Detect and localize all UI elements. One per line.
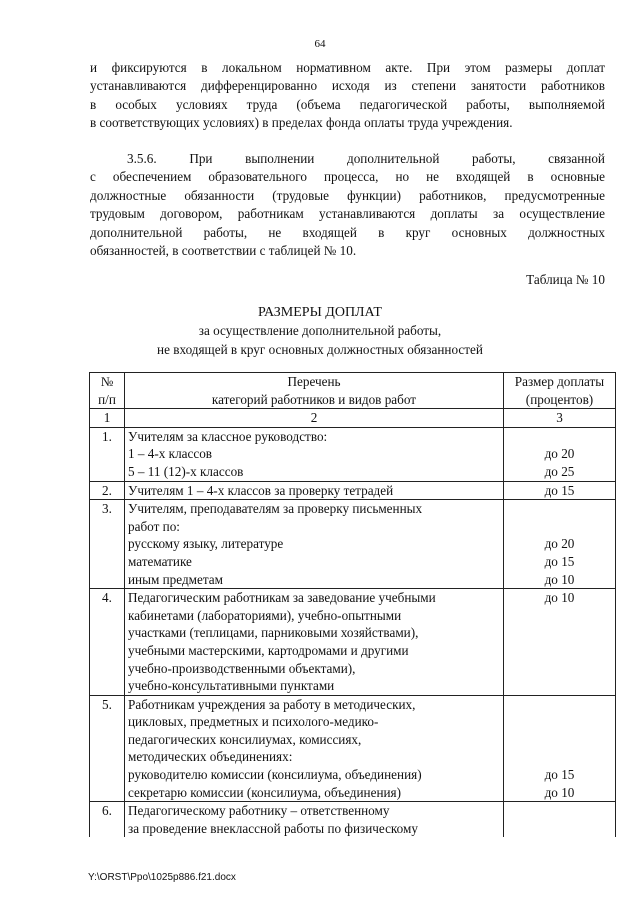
file-path-footer: Y:\ORST\Ppo\1025p886.f21.docx bbox=[88, 872, 236, 883]
table-row bbox=[90, 695, 616, 802]
amount-value bbox=[507, 802, 612, 820]
amount-value: до 10 bbox=[544, 590, 575, 606]
header-amount bbox=[504, 373, 616, 409]
row-number: 3. bbox=[90, 500, 125, 589]
table-label: Таблица № 10 bbox=[526, 272, 605, 287]
text-line: в соответствующих условиях) в пределах фонда оплаты труда учреждения. bbox=[90, 115, 513, 131]
table-row bbox=[90, 802, 616, 838]
text-line: трудовым договором, работникам устанавливаются доплаты за осуществление bbox=[90, 206, 605, 222]
amount-value bbox=[507, 500, 612, 518]
column-number: 3 bbox=[504, 409, 616, 428]
row-category bbox=[125, 500, 504, 589]
table-row bbox=[90, 589, 616, 696]
category-line: 5 – 11 (12)-х классов bbox=[128, 463, 244, 479]
header-text: Перечень bbox=[287, 374, 341, 389]
table-header-row bbox=[90, 373, 616, 409]
amount-value bbox=[507, 642, 612, 660]
table-title-main: РАЗМЕРЫ ДОПЛАТ bbox=[258, 305, 382, 320]
category-line: за проведение внеклассной работы по физическому bbox=[128, 820, 418, 836]
page-number: 64 bbox=[314, 38, 326, 50]
text-line: 3.5.6. При выполнении дополнительной работы, связанной bbox=[127, 151, 605, 166]
category-line: русскому языку, литературе bbox=[128, 536, 284, 552]
header-number bbox=[90, 373, 125, 409]
amount-value bbox=[507, 677, 612, 695]
table-title-line: за осуществление дополнительной работы, bbox=[198, 323, 442, 339]
text-line: в особых условиях труда (объема педагогической работы, выполняемой bbox=[90, 96, 605, 112]
category-line: участками (теплицами, парниковыми хозяйствами), bbox=[128, 625, 419, 641]
category-line: кабинетами (лабораториями), учебно-опытными bbox=[128, 607, 402, 623]
amount-value bbox=[507, 607, 612, 625]
row-amount bbox=[504, 802, 616, 838]
category-line: учебными мастерскими, картодромами и другими bbox=[128, 642, 409, 658]
text-line: устанавливаются дифференцированно исходя из степени занятости работников bbox=[90, 78, 605, 94]
row-category bbox=[125, 802, 504, 838]
category-line: руководителю комиссии (консилиума, объединения) bbox=[128, 767, 422, 783]
row-amount bbox=[504, 695, 616, 802]
table-row bbox=[90, 427, 616, 481]
amount-value bbox=[507, 428, 612, 446]
header-category bbox=[125, 373, 504, 409]
category-line: секретарю комиссии (консилиума, объединения) bbox=[128, 784, 402, 800]
category-line: Работникам учреждения за работу в методических, bbox=[128, 696, 416, 712]
amount-value bbox=[507, 696, 612, 714]
category-line: иным предметам bbox=[128, 571, 223, 587]
header-text: № bbox=[100, 374, 114, 389]
text-line: должностные обязанности (трудовые функции) работников, предусмотренные bbox=[90, 187, 605, 203]
row-category bbox=[125, 427, 504, 481]
category-line: Педагогическому работнику – ответственному bbox=[128, 803, 390, 819]
table-body bbox=[90, 427, 616, 837]
category-line: цикловых, предметных и психолого-медико- bbox=[128, 714, 379, 730]
amount-value: до 20 bbox=[544, 536, 575, 552]
amount-value: до 25 bbox=[544, 463, 575, 479]
table-title-line: не входящей в круг основных должностных обязанностей bbox=[157, 341, 483, 357]
amount-value: до 20 bbox=[544, 446, 575, 462]
category-line: Учителям за классное руководство: bbox=[128, 428, 328, 444]
category-line: Учителям, преподавателям за проверку письменных bbox=[128, 501, 423, 517]
table-row bbox=[90, 481, 616, 500]
row-number: 2. bbox=[90, 481, 125, 500]
amount-value bbox=[507, 748, 612, 766]
category-line: работ по: bbox=[128, 518, 180, 534]
category-line: 1 – 4-х классов bbox=[128, 446, 213, 462]
text-line: с обеспечением образовательного процесса, но не входящей в основные bbox=[90, 169, 605, 185]
row-amount bbox=[504, 500, 616, 589]
amount-value bbox=[507, 713, 612, 731]
amount-value bbox=[507, 660, 612, 678]
category-line: учебно-производственными объектами), bbox=[128, 660, 356, 676]
text-line: обязанностей, в соответствии с таблицей № 10. bbox=[90, 243, 357, 259]
row-number: 6. bbox=[90, 802, 125, 838]
amount-value: до 15 bbox=[544, 767, 575, 783]
header-text: категорий работников и видов работ bbox=[211, 391, 417, 407]
row-number: 5. bbox=[90, 695, 125, 802]
paragraph-3-5-6 bbox=[90, 150, 605, 260]
column-number: 2 bbox=[125, 409, 504, 428]
header-text: (процентов) bbox=[525, 391, 594, 407]
category-line: учебно-консультативными пунктами bbox=[128, 678, 335, 694]
amount-value: до 10 bbox=[544, 784, 575, 800]
row-amount bbox=[504, 481, 616, 500]
category-line: математике bbox=[128, 553, 192, 569]
amount-value bbox=[507, 518, 612, 536]
row-number: 4. bbox=[90, 589, 125, 696]
allowance-table bbox=[89, 372, 616, 837]
amount-value bbox=[507, 624, 612, 642]
category-line: педагогических консилиумах, комиссиях, bbox=[128, 731, 362, 747]
table-title bbox=[0, 304, 640, 359]
row-amount bbox=[504, 589, 616, 696]
amount-value bbox=[507, 731, 612, 749]
amount-value: до 10 bbox=[544, 571, 575, 587]
row-category bbox=[125, 481, 504, 500]
text-line: и фиксируются в локальном нормативном акте. При этом размеры доплат bbox=[90, 60, 605, 75]
header-text: Размер доплаты bbox=[514, 374, 605, 389]
category-line: методических объединениях: bbox=[128, 749, 293, 765]
table-row bbox=[90, 500, 616, 589]
amount-value bbox=[507, 820, 612, 838]
category-line: Педагогическим работникам за заведование учебными bbox=[128, 590, 436, 606]
paragraph-intro bbox=[90, 59, 605, 133]
header-text: п/п bbox=[98, 391, 116, 407]
row-number: 1. bbox=[90, 427, 125, 481]
row-amount bbox=[504, 427, 616, 481]
text-line: дополнительной работы, не входящей в круг основных должностных bbox=[90, 224, 605, 240]
category-line: Учителям 1 – 4-х классов за проверку тетрадей bbox=[128, 482, 394, 498]
column-number: 1 bbox=[90, 409, 125, 428]
table-numbering-row bbox=[90, 409, 616, 428]
amount-value: до 15 bbox=[544, 482, 575, 498]
amount-value: до 15 bbox=[544, 553, 575, 569]
row-category bbox=[125, 589, 504, 696]
row-category bbox=[125, 695, 504, 802]
